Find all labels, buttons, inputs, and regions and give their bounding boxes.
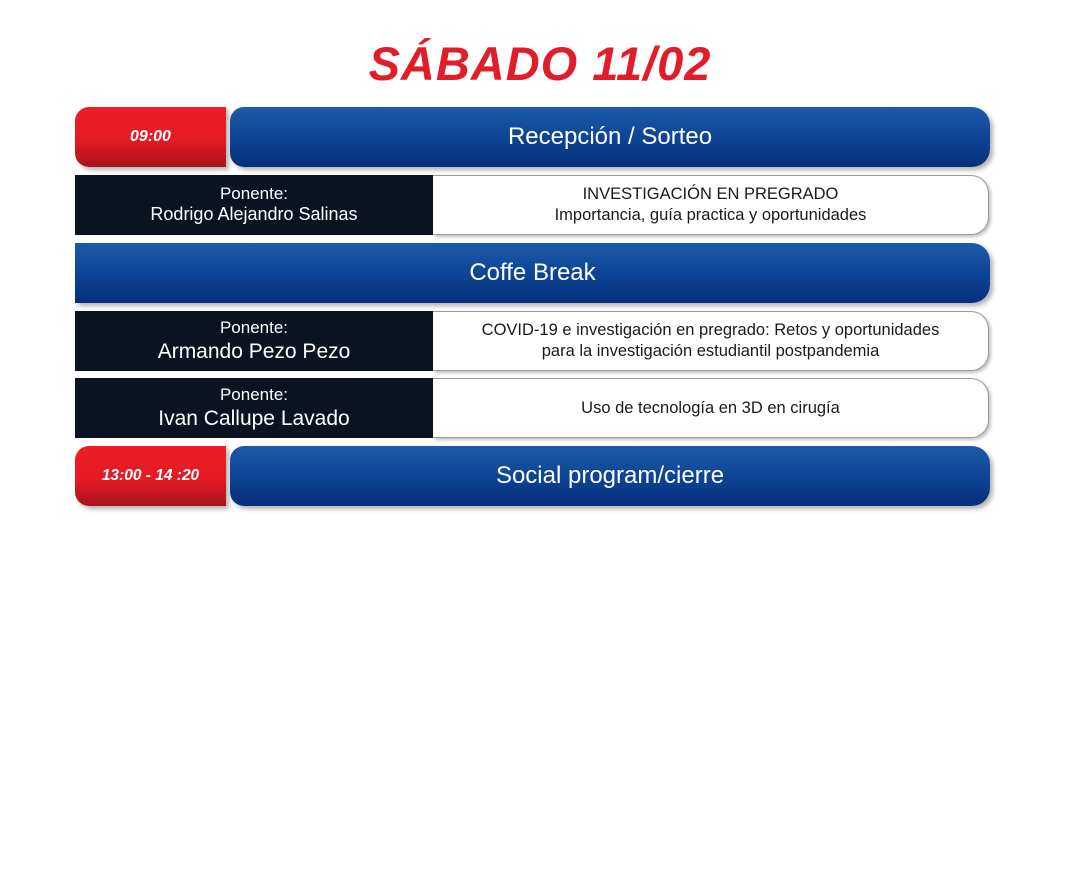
- topic-title: Uso de tecnología en 3D en cirugía: [581, 398, 840, 417]
- speaker-label: Ponente:: [219, 385, 289, 405]
- speaker-name: Ivan Callupe Lavado: [158, 406, 350, 430]
- speaker-label: Ponente:: [219, 184, 289, 203]
- topic-subtitle: para la investigación estudiantil postpandemia: [541, 342, 880, 360]
- time-badge: 13:00 - 14 :20: [75, 446, 226, 506]
- schedule-row-talk: [75, 311, 990, 371]
- session-title: Recepción / Sorteo: [230, 107, 990, 167]
- schedule-row-talk: [75, 175, 990, 235]
- speaker-cell: [75, 378, 433, 438]
- break-title: Coffe Break: [75, 243, 990, 303]
- time-badge: 09:00: [75, 107, 226, 167]
- speaker-cell: [75, 311, 433, 371]
- topic-subtitle: Importancia, guía practica y oportunidades: [554, 206, 867, 224]
- schedule-row-reception: [75, 107, 990, 167]
- page-title: SÁBADO 11/02: [368, 37, 712, 90]
- topic-cell: [433, 175, 989, 235]
- topic-title: COVID-19 e investigación en pregrado: Retos y oportunidades: [481, 321, 940, 340]
- speaker-cell: [75, 175, 433, 235]
- session-title: Social program/cierre: [230, 446, 990, 506]
- schedule-row-closing: [75, 446, 990, 506]
- speaker-name: Rodrigo Alejandro Salinas: [150, 204, 358, 225]
- schedule-row-talk: [75, 378, 990, 438]
- speaker-label: Ponente:: [219, 318, 289, 338]
- topic-title: INVESTIGACIÓN EN PREGRADO: [582, 185, 839, 204]
- speaker-name: Armando Pezo Pezo: [157, 339, 351, 363]
- topic-cell: [433, 311, 989, 371]
- schedule-row-break: [75, 243, 990, 303]
- topic-cell: [433, 378, 989, 438]
